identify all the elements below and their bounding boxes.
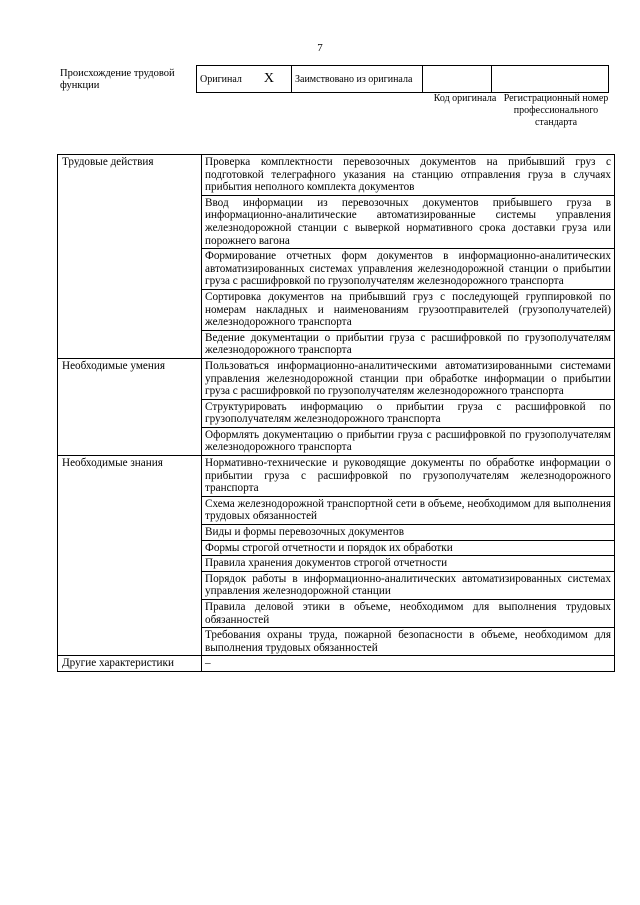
section-item: Оформлять документацию о прибытии груза с расшифровкой по грузополучателям железнодорожного транспорта [202,427,615,455]
table-row [58,628,615,656]
reg-number-cell [492,66,609,93]
section-title-cell [58,399,202,427]
section-item: – [202,656,615,672]
section-title-cell [58,540,202,556]
section-title-cell [58,628,202,656]
section-item: Ввод информации из перевозочных документов прибывшего груза в информационно-аналитические автоматизированные системы управления железнодорожной станции с выверкой нормативного срока доставки груза или порожнего вагона [202,195,615,248]
table-row [58,525,615,541]
table-row [58,427,615,455]
section-title-cell [58,249,202,290]
code-caption: Код оригинала [433,93,497,104]
borrowed-cell: Заимствовано из оригинала [292,66,423,93]
section-item: Формирование отчетных форм документов в информационно-аналитических автоматизированных системах управления железнодорожной станции о прибытии груза с расшифровкой по грузополучателям железнодорожного транспорта [202,249,615,290]
code-cell [423,66,492,93]
table-row [58,571,615,599]
section-item: Порядок работы в информационно-аналитических автоматизированных системах управления железнодорожной станции [202,571,615,599]
table-row [58,358,615,399]
table-row [58,656,615,672]
table-row [58,456,615,497]
original-mark: X [263,71,275,86]
function-details-table [57,154,615,672]
section-item: Проверка комплектности перевозочных документов на прибывший груз с подготовкой телеграфного указания на станцию отправления груза в случаях прибытия неполного комплекта документов [202,155,615,196]
table-row [58,556,615,572]
table-row [58,289,615,330]
origin-label: Происхождение трудовой функции [60,68,175,91]
table-row [58,330,615,358]
section-title-cell [58,195,202,248]
section-item: Правила хранения документов строгой отчетности [202,556,615,572]
section-title-cell [58,525,202,541]
section-title-cell [58,496,202,524]
section-item: Правила деловой этики в объеме, необходимом для выполнения трудовых обязанностей [202,600,615,628]
section-title-cell [58,556,202,572]
table-row [58,155,615,196]
section-title-cell: Необходимые умения [58,358,202,399]
table-row [58,195,615,248]
section-item: Пользоваться информационно-аналитическими автоматизированными системами управления железнодорожной станции при обработке информации о прибытии груза с расшифровкой по грузополучателям железнодорожного транспорта [202,358,615,399]
table-row [58,249,615,290]
section-title-cell [58,427,202,455]
section-item: Ведение документации о прибытии груза с расшифровкой по грузополучателям железнодорожного транспорта [202,330,615,358]
section-item: Сортировка документов на прибывший груз с последующей группировкой по номерам накладных и наименованиям грузоотправителей (грузополучателей) железнодорожного транспорта [202,289,615,330]
section-item: Формы строгой отчетности и порядок их обработки [202,540,615,556]
section-title-cell: Другие характеристики [58,656,202,672]
section-item: Нормативно-технические и руководящие документы по обработке информации о прибытии груза с расшифровкой по грузополучателям железнодорожного транспорта [202,456,615,497]
table-row [58,399,615,427]
origin-table [196,65,609,93]
page-number: 7 [317,42,323,54]
section-title-cell [58,330,202,358]
section-title-cell: Трудовые действия [58,155,202,196]
section-item: Схема железнодорожной транспортной сети в объеме, необходимом для выполнения трудовых обязанностей [202,496,615,524]
section-title-cell [58,289,202,330]
section-title-cell [58,600,202,628]
section-item: Виды и формы перевозочных документов [202,525,615,541]
reg-number-caption: Регистрационный номер профессионального стандарта [503,93,609,128]
section-item: Структурировать информацию о прибытии груза с расшифровкой по грузополучателям железнодорожного транспорта [202,399,615,427]
section-item: Требования охраны труда, пожарной безопасности в объеме, необходимом для выполнения трудовых обязанностей [202,628,615,656]
original-label: Оригинал [200,74,242,85]
table-row [58,600,615,628]
original-cell [197,66,292,93]
section-title-cell: Необходимые знания [58,456,202,497]
table-row [58,540,615,556]
table-row [58,496,615,524]
section-title-cell [58,571,202,599]
